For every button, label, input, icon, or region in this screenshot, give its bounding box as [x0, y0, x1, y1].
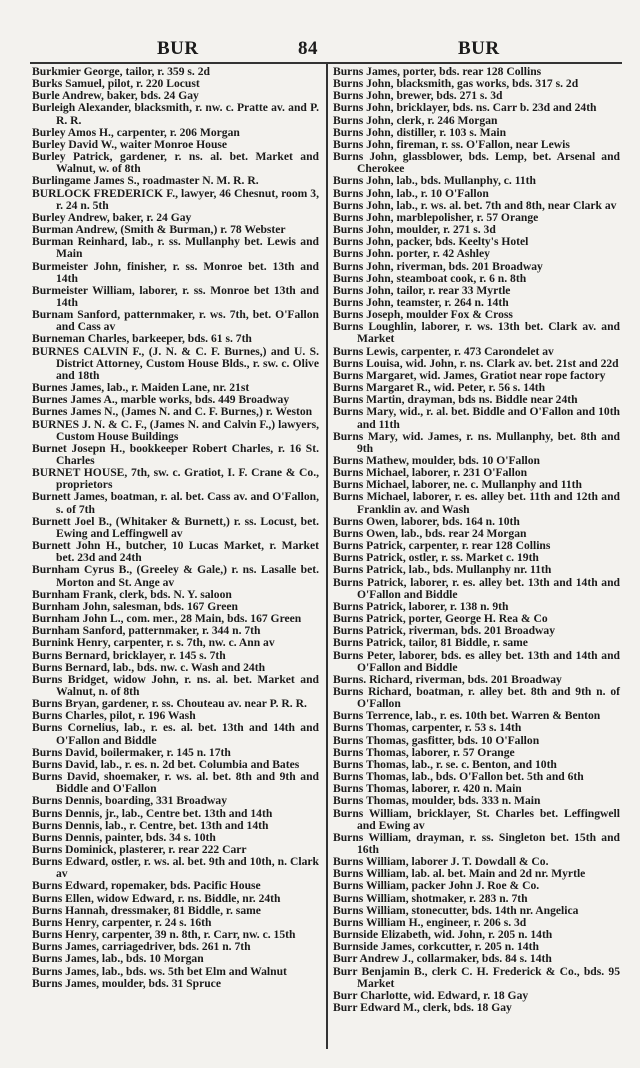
- directory-entry: Burns Michael, laborer, ne. c. Mullanphy and 11th: [333, 478, 582, 492]
- directory-entry: Burnes James N., (James N. and C. F. Burnes,) r. Weston: [32, 405, 313, 419]
- directory-entry: Burnet Josepn H., bookkeeper Robert Charles, r. 16 St. Charles: [32, 441, 319, 467]
- page-number: 84: [298, 38, 318, 59]
- directory-entry: Burneman Charles, barkeeper, bds. 61 s. 7th: [32, 332, 252, 346]
- directory-entry: Burns Charles, pilot, r. 196 Wash: [32, 709, 196, 723]
- directory-entry: Burns William, laborer J. T. Dowdall & Co.: [333, 855, 549, 869]
- directory-entry: Burns John, blacksmith, gas works, bds. 317 s. 2d: [333, 77, 579, 91]
- directory-entry: Burns Michael, laborer, r. es. alley bet. 11th and 12th and Franklin av. and Wash: [333, 490, 620, 516]
- directory-entry: Burns Margaret, wid. James, Gratiot near rope factory: [333, 368, 606, 382]
- directory-entry: Burns Patrick, porter, George H. Rea & Co: [333, 612, 548, 626]
- directory-entry: Burns Martin, drayman, bds ns. Biddle near 24th: [333, 393, 578, 407]
- directory-entry: Burns Dennis, painter, bds. 34 s. 10th: [32, 830, 216, 844]
- directory-entry: Burns Henry, carpenter, 39 n. 8th, r. Carr, nw. c. 15th: [32, 928, 296, 942]
- directory-entry: Burns Dennis, boarding, 331 Broadway: [32, 794, 227, 808]
- directory-entry: Burns John. porter, r. 42 Ashley: [333, 247, 490, 261]
- directory-entry: Burns Dennis, jr., lab., Centre bet. 13th and 14th: [32, 806, 273, 820]
- directory-entry: Burman Andrew, (Smith & Burman,) r. 78 Webster: [32, 223, 286, 237]
- directory-entry: Burns William, shotmaker, r. 283 n. 7th: [333, 891, 528, 905]
- directory-entry: Burns Patrick, riverman, bds. 201 Broadway: [333, 624, 556, 638]
- directory-entry: Burns Patrick, lab., bds. Mullanphy nr. 11th: [333, 563, 552, 577]
- directory-entry: Burns Patrick, laborer, r. 138 n. 9th: [333, 599, 509, 613]
- column-divider: [326, 64, 328, 1049]
- directory-entry: Burns Patrick, laborer, r. es. alley bet. 13th and 14th and O'Fallon and Biddle: [333, 575, 620, 601]
- directory-entry: Burns James, moulder, bds. 31 Spruce: [32, 976, 221, 990]
- directory-entry: Burley Andrew, baker, r. 24 Gay: [32, 210, 192, 224]
- directory-entry: Burns Richard, boatman, r. alley bet. 8th and 9th n. of O'Fallon: [333, 684, 620, 711]
- directory-entry: Burns Thomas, gasfitter, bds. 10 O'Fallon: [333, 733, 540, 747]
- directory-entry: Burns Thomas, laborer, r. 57 Orange: [333, 745, 515, 759]
- directory-entry: Burleigh Alexander, blacksmith, r. nw. c. Pratte av. and P. R. R.: [32, 101, 319, 127]
- directory-entry: Burns John, steamboat cook, r. 6 n. 8th: [333, 271, 527, 285]
- directory-entry: Burns William, drayman, r. ss. Singleton bet. 15th and 16th: [333, 830, 620, 856]
- directory-entry: Burnink Henry, carpenter, r. s. 7th, nw. c. Ann av: [32, 636, 275, 650]
- directory-entry: BURNES J. N. & C. F., (James N. and Calvin F.,) lawyers, Custom House Buildings: [32, 417, 319, 443]
- directory-entry: Burnside Elizabeth, wid. John, r. 205 n. 14th: [333, 928, 553, 942]
- directory-entry: Burnham Frank, clerk, bds. N. Y. saloon: [32, 587, 232, 601]
- directory-entry: Burns Ellen, widow Edward, r. ns. Biddle, nr. 24th: [32, 891, 281, 905]
- directory-entry: Burr Benjamin B., clerk C. H. Frederick & Co., bds. 95 Market: [333, 964, 620, 990]
- directory-entry: Burns Thomas, carpenter, r. 53 s. 14th: [333, 721, 522, 735]
- directory-entry: Burns Thomas, lab., bds. O'Fallon bet. 5th and 6th: [333, 770, 584, 784]
- directory-entry: Burns Edward, ropemaker, bds. Pacific House: [32, 879, 261, 893]
- directory-entry: Burns John, distiller, r. 103 s. Main: [333, 125, 507, 139]
- directory-entry: Burns Thomas, moulder, bds. 333 n. Main: [333, 794, 541, 808]
- directory-entry: Burns John, bricklayer, bds. ns. Carr b. 23d and 24th: [333, 101, 597, 115]
- directory-entry: Burns John, marblepolisher, r. 57 Orange: [333, 210, 539, 224]
- directory-entry: Burns Bridget, widow John, r. ns. al. bet. Market and Walnut, n. of 8th: [32, 672, 319, 698]
- directory-entry: Burnham John, salesman, bds. 167 Green: [32, 599, 238, 613]
- directory-entry: Burnett James, boatman, r. al. bet. Cass av. and O'Fallon, s. of 7th: [32, 490, 319, 516]
- directory-entry: Burns David, boilermaker, r. 145 n. 17th: [32, 745, 231, 759]
- directory-entry: Burns Owen, lab., bds. rear 24 Morgan: [333, 526, 527, 540]
- directory-entry: Burns Joseph, moulder Fox & Cross: [333, 308, 513, 322]
- directory-entry: Burns John, brewer, bds. 271 s. 3d: [333, 89, 503, 103]
- directory-entry: Burns John, riverman, bds. 201 Broadway: [333, 259, 543, 273]
- directory-entry: Burns Loughlin, laborer, r. ws. 13th bet. Clark av. and Market: [333, 320, 620, 346]
- directory-entry: Burr Charlotte, wid. Edward, r. 18 Gay: [333, 988, 529, 1002]
- left-column: [32, 66, 319, 990]
- directory-entry: Burns John, lab., bds. Mullanphy, c. 11th: [333, 174, 536, 188]
- right-column: [333, 66, 620, 1014]
- directory-entry: Burns James, carriagedriver, bds. 261 n. 7th: [32, 940, 251, 954]
- directory-entry: Burns John, glassblower, bds. Lemp, bet. Arsenal and Cherokee: [333, 150, 620, 176]
- directory-entry: Burns Margaret R., wid. Peter, r. 56 s. 14th: [333, 381, 546, 395]
- directory-entry: Burnes James A., marble works, bds. 449 Broadway: [32, 393, 290, 407]
- directory-entry: Burr Andrew J., collarmaker, bds. 84 s. 14th: [333, 952, 552, 966]
- directory-entry: Burnes James, lab., r. Maiden Lane, nr. 21st: [32, 381, 250, 395]
- directory-entry: Burle Andrew, baker, bds. 24 Gay: [32, 89, 199, 103]
- directory-entry: Burns Mary, wid., r. al. bet. Biddle and O'Fallon and 10th and 11th: [333, 405, 620, 431]
- running-head-right: BUR: [458, 38, 500, 59]
- directory-entry: Burley Amos H., carpenter, r. 206 Morgan: [32, 125, 240, 139]
- directory-entry: Burns John, packer, bds. Keelty's Hotel: [333, 235, 529, 249]
- directory-entry: Burns. Richard, riverman, bds. 201 Broadway: [333, 672, 562, 686]
- directory-entry: Burns John, fireman, r. ss. O'Fallon, near Lewis: [333, 137, 570, 151]
- directory-entry: Burns Bryan, gardener, r. ss. Chouteau av. near P. R. R.: [32, 697, 307, 711]
- directory-entry: Burley Patrick, gardener, r. ns. al. bet. Market and Walnut, w. of 8th: [32, 150, 319, 176]
- directory-entry: Burns William H., engineer, r. 206 s. 3d: [333, 915, 527, 929]
- directory-entry: Burns Dominick, plasterer, r. rear 222 Carr: [32, 843, 247, 856]
- directory-entry: Burnside James, corkcutter, r. 205 n. 14th: [333, 940, 539, 954]
- directory-entry: Burns Patrick, ostler, r. ss. Market c. 19th: [333, 551, 539, 565]
- directory-entry: BURNET HOUSE, 7th, sw. c. Gratiot, I. F. Crane & Co., proprietors: [32, 466, 319, 492]
- directory-entry: Burns John, tailor, r. rear 33 Myrtle: [333, 283, 511, 297]
- directory-entry: Burns James, lab., bds. ws. 5th bet Elm and Walnut: [32, 964, 287, 978]
- directory-entry: Burns Mathew, moulder, bds. 10 O'Fallon: [333, 454, 541, 467]
- directory-entry: Burns James, lab., bds. 10 Morgan: [32, 952, 204, 966]
- directory-entry: Burns Michael, laborer, r. 231 O'Fallon: [333, 466, 528, 480]
- running-head-left: BUR: [157, 38, 199, 59]
- directory-entry: Burns Hannah, dressmaker, 81 Biddle, r. same: [32, 903, 261, 917]
- directory-entry: Burns John, lab., r. 10 O'Fallon: [333, 186, 489, 200]
- directory-entry: Burmeister John, finisher, r. ss. Monroe bet. 13th and 14th: [32, 259, 319, 285]
- directory-entry: Burns Cornelius, lab., r. es. al. bet. 13th and 14th and O'Fallon and Biddle: [32, 721, 319, 747]
- directory-entry: Burns Mary, wid. James, r. ns. Mullanphy, bet. 8th and 9th: [333, 429, 620, 455]
- directory-entry: Burns Louisa, wid. John, r. ns. Clark av. bet. 21st and 22d: [333, 356, 619, 370]
- directory-entry: Burns Bernard, bricklayer, r. 145 s. 7th: [32, 648, 226, 662]
- directory-entry: Burns David, lab., r. es. n. 2d bet. Columbia and Bates: [32, 757, 300, 771]
- directory-entry: Burns Thomas, laborer, r. 420 n. Main: [333, 782, 522, 796]
- directory-entry: Burman Reinhard, lab., r. ss. Mullanphy bet. Lewis and Main: [32, 235, 319, 261]
- directory-entry: Burns Owen, laborer, bds. 164 n. 10th: [333, 514, 520, 528]
- directory-entry: Burkmier George, tailor, r. 359 s. 2d: [32, 65, 210, 78]
- directory-entry: BURLOCK FREDERICK F., lawyer, 46 Chesnut, room 3, r. 24 n. 5th: [32, 186, 319, 212]
- directory-entry: Burnett Joel B., (Whitaker & Burnett,) r. ss. Locust, bet. Ewing and Leffingwell av: [32, 514, 319, 540]
- directory-entry: Burks Samuel, pilot, r. 220 Locust: [32, 77, 200, 91]
- directory-entry: Burns John, lab., r. ws. al. bet. 7th and 8th, near Clark av: [333, 198, 617, 212]
- directory-entry: Burns John, teamster, r. 264 n. 14th: [333, 295, 509, 309]
- directory-entry: Burley David W., waiter Monroe House: [32, 137, 228, 151]
- directory-entry: Burnham Cyrus B., (Greeley & Gale,) r. ns. Lasalle bet. Morton and St. Ange av: [32, 563, 319, 589]
- directory-entry: Burns Terrence, lab., r. es. 10th bet. Warren & Benton: [333, 709, 601, 723]
- directory-entry: Burns James, porter, bds. rear 128 Collins: [333, 65, 542, 78]
- directory-entry: Burns Lewis, carpenter, r. 473 Carondelet av: [333, 344, 554, 358]
- directory-entry: Burns William, stonecutter, bds. 14th nr. Angelica: [333, 903, 579, 917]
- directory-entry: Burns William, lab. al. bet. Main and 2d nr. Myrtle: [333, 867, 586, 881]
- directory-entry: Burmeister William, laborer, r. ss. Monroe bet 13th and 14th: [32, 283, 319, 309]
- directory-entry: Burns William, bricklayer, St. Charles bet. Leffingwell and Ewing av: [333, 806, 620, 832]
- directory-entry: Burns Patrick, tailor, 81 Biddle, r. same: [333, 636, 528, 650]
- directory-entry: Burns Peter, laborer, bds. es alley bet. 13th and 14th and O'Fallon and Biddle: [333, 648, 620, 674]
- directory-entry: Burnett John H., butcher, 10 Lucas Market, r. Market bet. 23d and 24th: [32, 539, 319, 565]
- directory-entry: Burns Patrick, carpenter, r. rear 128 Collins: [333, 539, 551, 553]
- directory-entry: Burnam Sanford, patternmaker, r. ws. 7th, bet. O'Fallon and Cass av: [32, 308, 319, 334]
- directory-entry: Burns John, moulder, r. 271 s. 3d: [333, 223, 496, 237]
- directory-entry: Burnham John L., com. mer., 28 Main, bds. 167 Green: [32, 612, 302, 626]
- directory-entry: Burns Edward, ostler, r. ws. al. bet. 9th and 10th, n. Clark av: [32, 855, 319, 881]
- directory-entry: Burns Dennis, lab., r. Centre, bet. 13th and 14th: [32, 818, 269, 832]
- directory-entry: Burr Edward M., clerk, bds. 18 Gay: [333, 1001, 512, 1015]
- directory-entry: Burns John, clerk, r. 246 Morgan: [333, 113, 498, 127]
- directory-entry: Burns Henry, carpenter, r. 24 s. 16th: [32, 915, 212, 929]
- directory-entry: Burns David, shoemaker, r. ws. al. bet. 8th and 9th and Biddle and O'Fallon: [32, 770, 319, 796]
- directory-entry: Burns Thomas, lab., r. se. c. Benton, and 10th: [333, 757, 557, 771]
- directory-entry: Burlingame James S., roadmaster N. M. R. R.: [32, 174, 259, 188]
- directory-entry: BURNES CALVIN F., (J. N. & C. F. Burnes,) and U. S. District Attorney, Custom House Blds., r. sw. c. Olive and 18th: [32, 344, 319, 382]
- directory-entry: Burns Bernard, lab., bds. nw. c. Wash and 24th: [32, 660, 266, 674]
- directory-entry: Burnham Sanford, patternmaker, r. 344 n. 7th: [32, 624, 261, 638]
- directory-entry: Burns William, packer John J. Roe & Co.: [333, 879, 540, 893]
